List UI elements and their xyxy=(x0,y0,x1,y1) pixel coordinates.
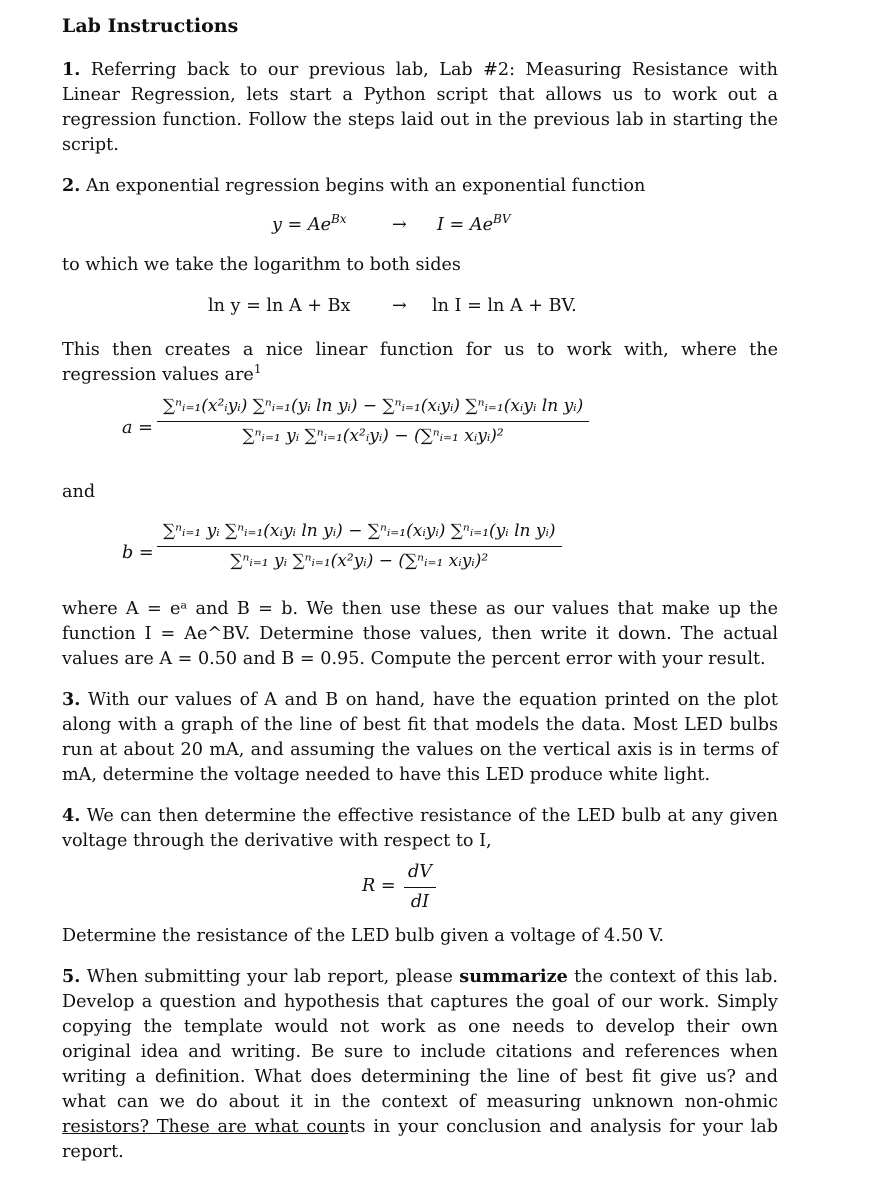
closing-paragraph: where A = eᵃ and B = b. We then use these as our values that make up the function I = Ae^BV. Determine those values, then write it down. The actual values are A = 0.50 and B = 0.95. Compute the percent error with your result. xyxy=(62,599,778,669)
step-3-paragraph xyxy=(62,687,778,788)
page-title: Lab Instructions xyxy=(62,15,239,37)
b-formula xyxy=(62,519,778,597)
step-2 xyxy=(62,173,778,672)
log-equation-right: ln I = ln A + BV. xyxy=(432,296,577,316)
step-text: Referring back to our previous lab, Lab #2: Measuring Resistance with Linear Regression, lets start a Python script that allows us to work out a regression function. Follow the steps laid out in the previous lab in starting the script. xyxy=(62,60,779,155)
step-number: 3. xyxy=(62,689,81,710)
b-fraction xyxy=(157,519,562,574)
step-4-paragraph xyxy=(62,803,778,854)
resistance-question: Determine the resistance of the LED bulb given a voltage of 4.50 V. xyxy=(62,926,665,946)
log-equation-left: ln y = ln A + Bx xyxy=(208,296,351,316)
step-text: We can then determine the effective resistance of the LED bulb at any given voltage through the derivative with respect to I, xyxy=(62,806,779,851)
r-fraction xyxy=(404,860,436,915)
r-denominator: dI xyxy=(410,892,430,912)
step-2-intro xyxy=(62,173,778,199)
resistance-formula xyxy=(62,860,778,914)
b-denominator: ∑ⁿᵢ₌₁ yᵢ ∑ⁿᵢ₌₁(x²yᵢ) − (∑ⁿᵢ₌₁ xᵢyᵢ)² xyxy=(230,551,489,571)
equation-left: $y = Ae^{Bx}$ xyxy=(272,212,347,235)
step-text: An exponential regression begins with an exponential function xyxy=(85,176,646,196)
a-numerator: ∑ⁿᵢ₌₁(x²ᵢyᵢ) ∑ⁿᵢ₌₁(yᵢ ln yᵢ) − ∑ⁿᵢ₌₁(xᵢyᵢ) ∑ⁿᵢ₌₁(xᵢyᵢ ln yᵢ) xyxy=(163,396,584,416)
r-lhs: R = xyxy=(362,876,396,896)
step-number: 4. xyxy=(62,805,81,826)
step-3 xyxy=(62,687,778,788)
footnote-rule xyxy=(62,1133,348,1134)
linear-text: This then creates a nice linear function for us to work with, where the regression values are$^1$ xyxy=(62,340,778,385)
r-numerator: dV xyxy=(408,862,432,882)
log-intro: to which we take the logarithm to both sides xyxy=(62,255,461,275)
step-number: 1. xyxy=(62,59,81,80)
step-4 xyxy=(62,803,778,949)
step-text: With our values of A and B on hand, have the equation printed on the plot along with a graph of the line of best fit that models the data. Most LED bulbs run at about 20 mA, and assuming the values on the vertical axis is in terms of mA, determine the voltage needed to have this LED produce white light. xyxy=(62,690,778,785)
emphasis-summarize: summarize xyxy=(459,966,568,987)
b-lhs: b = xyxy=(122,543,154,563)
arrow-symbol: → xyxy=(392,215,407,235)
step-1 xyxy=(62,57,778,158)
log-equation xyxy=(62,288,778,328)
b-numerator: ∑ⁿᵢ₌₁ yᵢ ∑ⁿᵢ₌₁(xᵢyᵢ ln yᵢ) − ∑ⁿᵢ₌₁(xᵢyᵢ) ∑ⁿᵢ₌₁(yᵢ ln yᵢ) xyxy=(163,521,556,541)
a-formula xyxy=(62,394,778,472)
a-lhs: a = xyxy=(122,418,153,438)
exponential-equation xyxy=(62,207,778,247)
equation-right: $I = Ae^{BV}$ xyxy=(437,212,511,235)
a-fraction xyxy=(157,394,589,449)
step-number: 5. xyxy=(62,966,81,987)
footnote-mark: 1 xyxy=(253,362,262,377)
and-label: and xyxy=(62,482,96,502)
step-5 xyxy=(62,964,778,1165)
step-number: 2. xyxy=(62,175,81,196)
document-page xyxy=(62,12,778,1180)
step-1-paragraph xyxy=(62,57,778,158)
step-5-paragraph: 5. When submitting your lab report, please summarize the context of this lab. Develop a question and hypothesis that captures the goal of our work. Simply copying the template would not work as one needs to develop their own original idea and writing. Be sure to include citations and references when writing a definition. What does determining the line of best fit give us? and what can we do about it in the context of measuring unknown non-ohmic resistors? These are what counts in your conclusion and analysis for your lab report. xyxy=(62,966,778,1162)
a-denominator: ∑ⁿᵢ₌₁ yᵢ ∑ⁿᵢ₌₁(x²ᵢyᵢ) − (∑ⁿᵢ₌₁ xᵢyᵢ)² xyxy=(242,426,504,446)
arrow-symbol: → xyxy=(392,296,407,316)
